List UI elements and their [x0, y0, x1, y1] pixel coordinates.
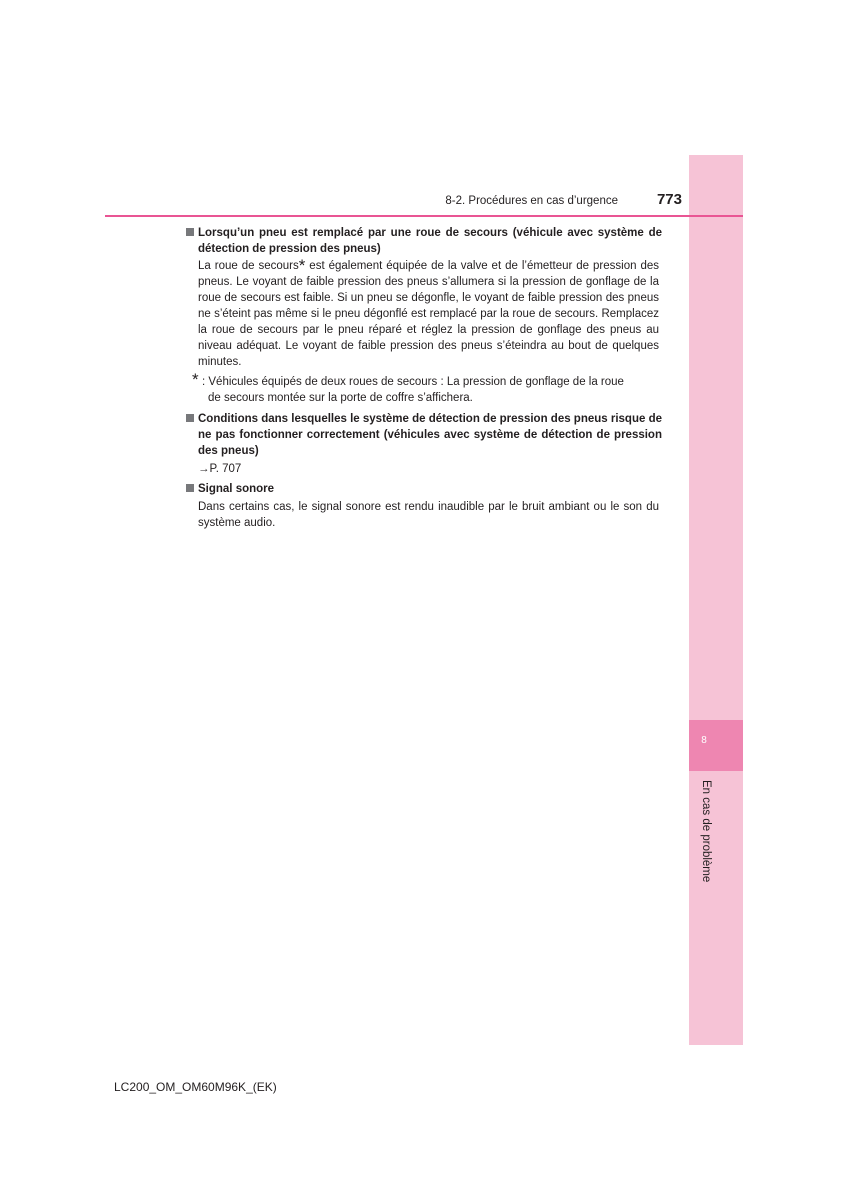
footnote-line-2: de secours montée sur la porte de coffre s’affichera. — [208, 392, 473, 404]
paragraph-signal: Dans certains cas, le signal sonore est rendu inaudible par le bruit ambiant ou le son du système audio. — [198, 501, 659, 529]
chapter-label: En cas de problème — [700, 780, 712, 883]
page-reference-link[interactable]: →P. 707 — [198, 463, 242, 475]
footnote-line-1: : Véhicules équipés de deux roues de secours : La pression de gonflage de la roue — [202, 376, 624, 388]
footnote-body — [192, 370, 660, 406]
footnote-star: * — [192, 370, 199, 389]
section-heading-signal — [186, 481, 662, 497]
heading-text: Signal sonore — [198, 483, 275, 495]
document-code: LC200_OM_OM60M96K_(EK) — [114, 1080, 277, 1094]
paragraph-spare-tire — [198, 258, 659, 370]
section-heading-conditions — [186, 411, 662, 459]
paragraph-rest: est également équipée de la valve et de l’émetteur de pression des pneus. Le voyant de faible pression des pneus s’allumera si la pression de gonflage de la roue de secours est faible. Si un pneu se dégonfle, le voyant de faible pression des pneus ne s’éteint pas même si le pneu dégonflé est remplacé par la roue de secours. Remplacez la roue de secours par le pneu réparé et réglez la pression de gonflage des pneus au niveau adéquat. Le voyant de faible pression des pneus s’éteindra au bout de quelques minutes. — [198, 260, 659, 368]
square-bullet-icon — [186, 228, 194, 236]
heading-text: Conditions dans lesquelles le système de détection de pression des pneus risque de ne pas fonctionner correctement (véhicules avec système de détection de pression des pneus) — [198, 413, 662, 457]
heading-text: Lorsqu’un pneu est remplacé par une roue de secours (véhicule avec système de détection de pression des pneus) — [198, 227, 662, 255]
page-number: 773 — [656, 191, 682, 208]
footnote-marker: * — [298, 256, 306, 275]
header-rule — [105, 215, 743, 217]
chapter-side-tab — [689, 155, 743, 1045]
square-bullet-icon — [186, 414, 194, 422]
section-heading-spare-tire — [186, 225, 662, 257]
footnote — [192, 370, 660, 406]
square-bullet-icon — [186, 484, 194, 492]
paragraph-lead: La roue de secours — [198, 260, 299, 272]
chapter-number: 8 — [701, 735, 707, 746]
section-title: 8-2. Procédures en cas d’urgence — [445, 195, 618, 207]
